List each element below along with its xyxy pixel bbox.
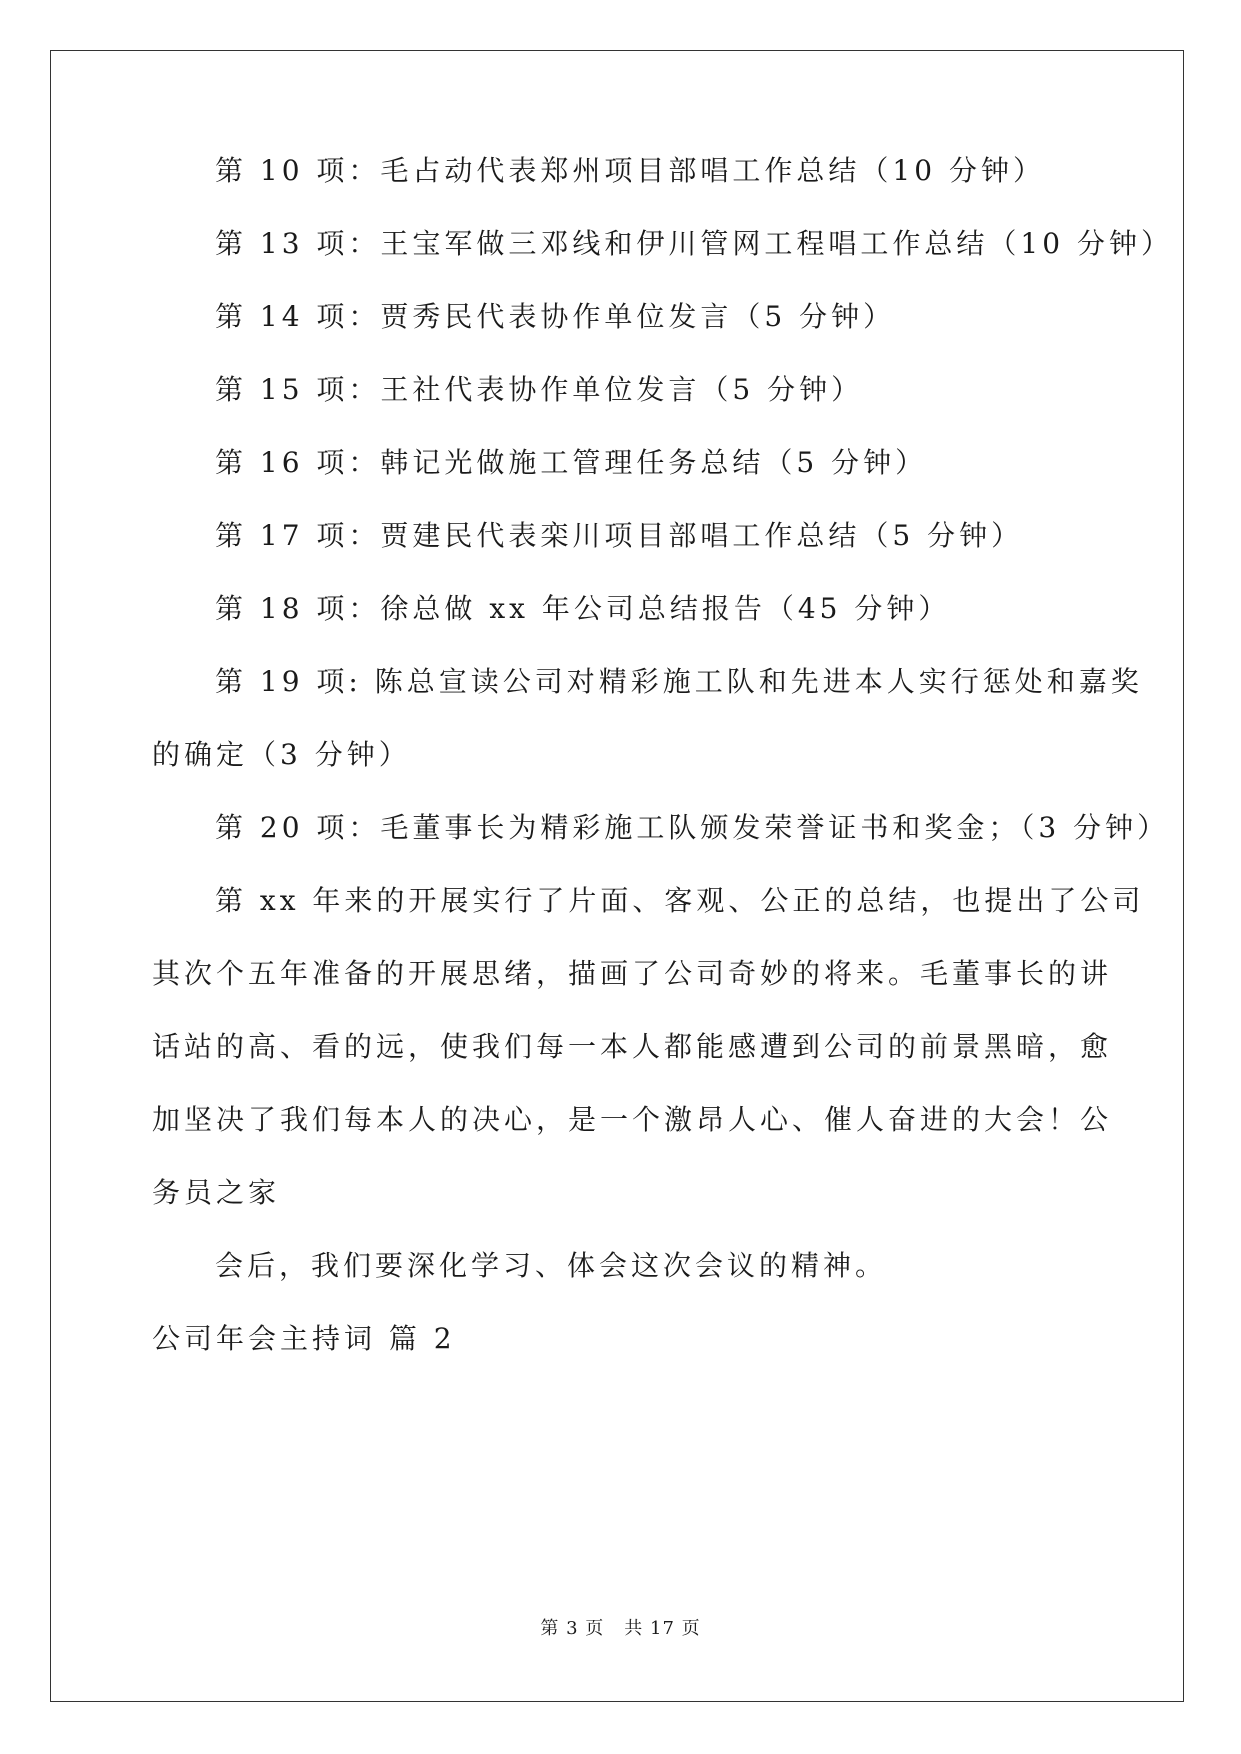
agenda-item-13: 第 13 项：王宝军做三邓线和伊川管网工程唱工作总结（10 分钟）: [215, 227, 1173, 260]
agenda-item-15: 第 15 项：王社代表协作单位发言（5 分钟）: [215, 373, 864, 406]
page-number: 第 3 页: [540, 1618, 605, 1639]
agenda-item-18: 第 18 项：徐总做 xx 年公司总结报告（45 分钟）: [215, 592, 951, 625]
agenda-item-17: 第 17 项：贾建民代表栾川项目部唱工作总结（5 分钟）: [215, 519, 1024, 552]
section-heading: 公司年会主持词 篇 2: [152, 1322, 456, 1355]
summary-paragraph-line-2: 其次个五年准备的开展思绪，描画了公司奇妙的将来。毛董事长的讲: [152, 957, 1113, 990]
page-footer: [0, 1617, 1241, 1641]
agenda-item-20: 第 20 项：毛董事长为精彩施工队颁发荣誉证书和奖金；（3 分钟）: [215, 811, 1170, 844]
agenda-item-19-line-2: 的确定（3 分钟）: [152, 738, 411, 771]
page-total: 共 17 页: [624, 1618, 701, 1639]
agenda-item-19-line-1: 第 19 项: 陈总宣读公司对精彩施工队和先进本人实行惩处和嘉奖: [215, 665, 1143, 698]
summary-paragraph-line-4: 加坚决了我们每本人的决心，是一个激昂人心、催人奋进的大会！公: [152, 1103, 1113, 1136]
agenda-item-10: 第 10 项：毛占动代表郑州项目部唱工作总结（10 分钟）: [215, 154, 1045, 187]
summary-paragraph-line-1: 第 xx 年来的开展实行了片面、客观、公正的总结，也提出了公司: [215, 884, 1145, 917]
summary-paragraph-line-3: 话站的高、看的远，使我们每一本人都能感遭到公司的前景黑暗，愈: [152, 1030, 1113, 1063]
agenda-item-14: 第 14 项：贾秀民代表协作单位发言（5 分钟）: [215, 300, 896, 333]
agenda-item-16: 第 16 项：韩记光做施工管理任务总结（5 分钟）: [215, 446, 928, 479]
closing-paragraph: 会后，我们要深化学习、体会这次会议的精神。: [215, 1249, 888, 1282]
summary-paragraph-line-5: 务员之家: [152, 1176, 281, 1209]
